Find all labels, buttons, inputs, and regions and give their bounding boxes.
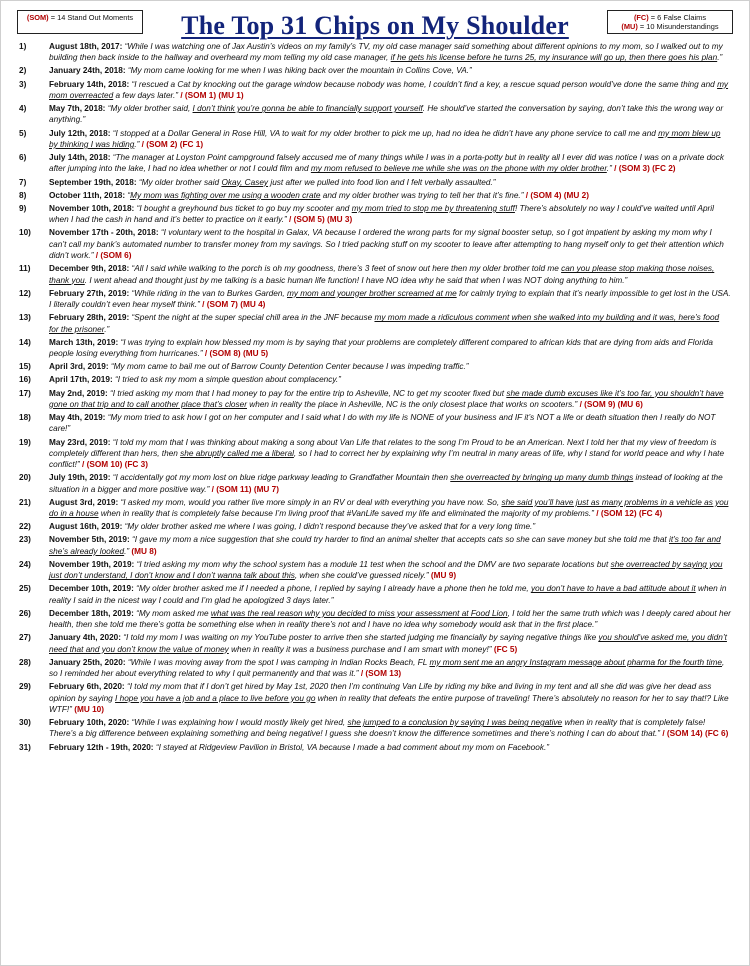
list-item xyxy=(1,657,749,680)
quote-text: “While I was explaining how I would mostly likely get hired, xyxy=(131,718,348,728)
item-number: 19) xyxy=(19,437,31,447)
item-number: 8) xyxy=(19,190,27,200)
item-number: 1) xyxy=(19,42,27,51)
quote-text: .” xyxy=(104,324,110,334)
quote-text: “I tried asking my mom why the school system has a module 11 test when the school and the DMV are two separate locations but xyxy=(136,559,611,569)
quote-text: “My older brother asked me if I needed a phone, I replied by saying I already have a phone then he told me, xyxy=(136,584,532,594)
category-tag: / (SOM 8) (MU 5) xyxy=(204,349,269,358)
item-date: August 18th, 2017: xyxy=(49,42,123,51)
quote-text: ! There’s absolutely no way I could’ve waited until April when I had the cash in hand and it’s better to practice on it early.” xyxy=(49,203,714,225)
list-item xyxy=(1,437,749,471)
underlined-quote: what was the real reason why you decided to miss your assessment at Food Lion xyxy=(210,608,508,618)
item-date: November 19th, 2019: xyxy=(49,559,135,569)
item-date: February 10th, 2020: xyxy=(49,718,130,728)
item-number: 26) xyxy=(19,608,31,618)
quote-text: “I stopped at a Dollar General in Rose Hill, VA to wait for my older brother to pick me up, had no idea he didn’t have any phone service to call me and xyxy=(112,128,659,138)
item-number: 9) xyxy=(19,203,27,213)
quote-text: “While riding in the van to Burkes Garden, xyxy=(131,288,287,298)
quote-text: “I bought a greyhound bus ticket to go buy my scooter and xyxy=(136,203,352,213)
underlined-quote: she overreacted by saying you just don’t understand, I don’t know and I don’t wanna talk about this xyxy=(49,559,723,581)
item-date: February 28th, 2019: xyxy=(49,313,130,323)
list-item xyxy=(1,337,749,360)
quote-text: just after we pulled into food lion and I felt verbally assaulted.” xyxy=(268,177,496,187)
list-item xyxy=(1,103,749,126)
list-item xyxy=(1,559,749,582)
category-tag: / (SOM 12) (FC 4) xyxy=(596,509,663,519)
category-tag: / (SOM 5) (MU 3) xyxy=(289,215,353,225)
item-number: 4) xyxy=(19,104,27,114)
category-tag: (MU 10) xyxy=(74,704,104,714)
page-title-text: The Top 31 Chips on My Shoulder xyxy=(181,11,569,40)
item-date: May 7th, 2018: xyxy=(49,104,106,114)
item-date: May 4th, 2019: xyxy=(49,413,106,423)
item-number: 16) xyxy=(19,375,31,385)
list-item xyxy=(1,41,749,64)
item-number: 3) xyxy=(19,79,27,89)
underlined-quote: my mom blew up by thinking I was hiding xyxy=(49,128,721,149)
list-item xyxy=(1,534,749,557)
quote-text: when in reality that is completely false! There’s a big difference between explaining something and being negative! I guess she doesn’t know the difference sometimes and there’s nothing I can do about that.” xyxy=(49,718,706,739)
underlined-quote: she overreacted by bringing up many dumb things xyxy=(450,473,634,483)
item-date: November 10th, 2018: xyxy=(49,203,135,213)
quote-text: .” xyxy=(124,546,132,556)
list-item xyxy=(1,608,749,631)
underlined-quote: she said you’ll have just as many problems in a vehicle as you do in a house xyxy=(49,497,729,519)
item-number: 10) xyxy=(19,228,31,238)
quote-text: “I was trying to explain how blessed my mom is by saying that your problems are completely different compared to african kids that are dying from aids and Florida people losing everything from hurricanes.” xyxy=(49,337,713,358)
list-item xyxy=(1,203,749,226)
list-item xyxy=(1,521,749,532)
category-tag: / (SOM 10) (FC 3) xyxy=(82,460,149,470)
item-date: February 27th, 2019: xyxy=(49,288,130,298)
underlined-quote: she jumped to a conclusion by saying I was being negative xyxy=(347,718,563,728)
item-number: 23) xyxy=(19,535,31,545)
list-item xyxy=(1,152,749,175)
som-legend-text: = 14 Stand Out Moments xyxy=(50,13,134,22)
item-number: 11) xyxy=(19,264,31,274)
item-date: December 18th, 2019: xyxy=(49,608,134,618)
item-date: January 24th, 2018: xyxy=(49,66,126,76)
item-number: 15) xyxy=(19,362,31,372)
list-item xyxy=(1,412,749,435)
category-tag: (MU 8) xyxy=(131,546,157,556)
list-item xyxy=(1,632,749,655)
list-item xyxy=(1,742,749,753)
quote-text: “My mom came to bail me out of Barrow County Detention Center because I was impeding traffic.” xyxy=(110,362,469,372)
item-number: 20) xyxy=(19,473,31,483)
category-tag: / (SOM 13) xyxy=(360,669,402,679)
item-number: 22) xyxy=(19,522,31,532)
category-tag: / (SOM 7) (MU 4) xyxy=(202,300,266,310)
list-item xyxy=(1,681,749,715)
item-date: July 12th, 2018: xyxy=(49,128,111,138)
quote-text: and my older brother was trying to tell her that it’s fine.” xyxy=(320,190,526,200)
category-tag: (FC 5) xyxy=(493,644,518,654)
item-date: April 17th, 2019: xyxy=(49,375,113,385)
list-item xyxy=(1,717,749,740)
fc-mu-legend-box xyxy=(607,10,733,34)
quote-text: “My older brother said xyxy=(138,177,222,187)
item-date: April 3rd, 2019: xyxy=(49,362,109,372)
chips-list xyxy=(1,41,749,755)
underlined-quote: my mom and younger brother screamed at me xyxy=(287,288,457,298)
underlined-quote: she abruptly called me a liberal xyxy=(180,448,294,458)
item-number: 18) xyxy=(19,413,31,423)
item-number: 27) xyxy=(19,633,31,643)
underlined-quote: I don’t think you’re gonna be able to financially support yourself xyxy=(192,104,423,114)
quote-text: “I gave my mom a nice suggestion that she could try harder to find an animal shelter that accepts cats so she can save money but she told me that xyxy=(132,535,669,545)
item-number: 17) xyxy=(19,388,31,398)
list-item xyxy=(1,263,749,286)
quote-text: “My mom asked me xyxy=(136,608,211,618)
list-item xyxy=(1,227,749,261)
category-tag: / (SOM 11) (MU 7) xyxy=(211,484,280,494)
underlined-quote: you don’t have to have a bad attitude about it xyxy=(531,584,696,594)
item-number: 29) xyxy=(19,682,31,692)
item-number: 21) xyxy=(19,497,31,507)
quote-text: “I told my mom I was waiting on my YouTube poster to arrive then she started judging me financially by saying negative things like xyxy=(123,633,599,643)
quote-text: “I asked my mom, would you rather live more simply in an RV or deal with everything you have now. So, xyxy=(120,497,502,507)
fc-legend-text: = 6 False Claims xyxy=(650,13,707,22)
list-item xyxy=(1,583,749,606)
underlined-quote: my mom tried to stop me by threatening stuff xyxy=(351,203,515,213)
category-tag: / (SOM 14) (FC 6) xyxy=(662,729,729,739)
quote-text: when in reality it was a business purchase and I am smart with money!” xyxy=(228,644,494,654)
list-item xyxy=(1,190,749,201)
list-item xyxy=(1,288,749,311)
quote-text: , so I reminded her about everything related to why I quit permanently and that was it.” xyxy=(49,657,725,679)
quote-text: when in reality that is completely false because I’m living proof that #VanLife saved my life and eliminated the majority of my problems.” xyxy=(98,509,597,519)
list-item xyxy=(1,128,749,151)
item-date: August 16th, 2019: xyxy=(49,522,123,532)
category-tag: / (SOM 2) (FC 1) xyxy=(141,139,204,149)
item-number: 7) xyxy=(19,177,27,187)
quote-text: “All I said while walking to the porch is oh my goodness, there’s 3 feet of snow out here then my older brother told me xyxy=(131,264,562,274)
quote-text: “ xyxy=(127,190,131,200)
list-item xyxy=(1,374,749,385)
quote-text: “My older brother asked me where I was going, I didn’t respond because they’ve asked that for a very long time.” xyxy=(124,522,536,532)
list-item xyxy=(1,177,749,188)
quote-text: “My older brother said, xyxy=(107,104,193,114)
list-item xyxy=(1,497,749,520)
quote-text: when in reality the place in Asheville, NC is the only closest place that works on scooters.” xyxy=(246,399,580,409)
quote-text: “Spent the night at the super special chill area in the JNF because xyxy=(131,313,375,323)
quote-text: “I tried to ask my mom a simple question about complacency.” xyxy=(115,375,341,385)
item-date: February 12th - 19th, 2020: xyxy=(49,742,154,752)
quote-text: “My mom tried to ask how I got on her computer and I said what I do with my life is NONE of your business and IF it’s NOT a life or death situation then I really do NOT care!” xyxy=(49,413,716,434)
item-number: 13) xyxy=(19,313,31,323)
quote-text: instead of looking at the situation in a bigger and more positive way.” xyxy=(49,473,723,494)
quote-text: “I accidentally got my mom lost on blue ridge parkway leading to Grandfather Mountain then xyxy=(112,473,451,483)
item-date: May 2nd, 2019: xyxy=(49,388,108,398)
underlined-quote: my mom refused to believe me while she was on the phone with my older brother xyxy=(310,164,607,174)
item-number: 14) xyxy=(19,337,31,347)
quote-text: “I told my mom that I was thinking about making a song about Van Life that relates to the song I’m Proud to be an American. Next I told her that my view of freedom is completely different than hers, then xyxy=(49,437,717,458)
item-date: October 11th, 2018: xyxy=(49,190,126,200)
list-item xyxy=(1,79,749,102)
category-tag: (MU 9) xyxy=(430,571,457,581)
quote-text: , so I had to correct her by explaining why I’m neutral in many areas of life, why I stand for world peace and why I hate conflict!” xyxy=(49,448,725,470)
quote-text: “While I was watching one of Jax Austin’s videos on my family’s TV, my old case manager said something about different opinions to my mom, so I walked out to my building then back inside to the hallway and overheard my mom telling my old case manager, xyxy=(49,42,723,63)
item-date: November 5th, 2019: xyxy=(49,535,130,545)
quote-text: a few days later.” xyxy=(113,90,181,100)
mu-legend-line xyxy=(608,22,732,31)
category-tag: / (SOM 4) (MU 2) xyxy=(525,190,589,200)
quote-text: “I tried asking my mom that I had money to pay for the entire trip to Asheville, NC to get my scooter fixed but xyxy=(110,388,507,398)
item-number: 25) xyxy=(19,584,31,594)
item-date: February 6th, 2020: xyxy=(49,682,125,692)
quote-text: , when she could’ve guessed nicely.” xyxy=(294,571,431,581)
item-date: March 13th, 2019: xyxy=(49,337,119,347)
item-date: December 9th, 2018: xyxy=(49,264,130,274)
item-date: January 4th, 2020: xyxy=(49,633,121,643)
quote-text: .” xyxy=(134,139,142,149)
quote-text: “I voluntary went to the hospital in Galax, VA because I ordered the wrong parts for my signal booster setup, so I got impatient by asking my mom why I can’t call my bank’s automated number to transfer money from my savings. So I tried packing stuff on my scooter to leave after attempting to hang myself only to get their attention which didn’t work.” xyxy=(49,228,724,261)
item-date: July 14th, 2018: xyxy=(49,153,111,163)
mu-abbreviation: (MU) xyxy=(621,22,638,31)
quote-text: . He should’ve started the conversation by saying, don’t take this the wrong way or anything.” xyxy=(49,104,724,125)
item-number: 28) xyxy=(19,657,31,667)
underlined-quote: you should’ve asked me, you didn’t need that and you don’t know the value of money xyxy=(49,633,727,654)
quote-text: . I went ahead and thought just by me talking is a basic human life function! I have NO idea why he said that when I was NOT doing anything to him.” xyxy=(84,275,628,285)
item-date: May 23rd, 2019: xyxy=(49,437,111,447)
underlined-quote: if he gets his license before he turns 25, my insurance will go up, then there goes his plan xyxy=(390,53,718,63)
category-tag: / (SOM 6) xyxy=(95,251,132,261)
underlined-quote: My mom was fighting over me using a wooden crate xyxy=(130,190,321,200)
quote-text: “I rescued a Cat by knocking out the garage window because nobody was home, I couldn’t find a key, a rescue squad person would’ve done the same thing and xyxy=(131,79,718,89)
quote-text: for calmly trying to explain that it’s nearly impossible to get lost in the USA. I literally couldn’t even hear myself think.” xyxy=(49,288,731,310)
item-date: December 10th, 2019: xyxy=(49,584,134,594)
underlined-quote: it’s too far and she’s already looked xyxy=(49,535,721,556)
underlined-quote: she made dumb excuses like it’s too far, you shouldn’t have gone on that trip and to call another place that’s closer xyxy=(49,388,724,409)
underlined-quote: my mom overreacted xyxy=(49,79,729,100)
underlined-quote: can you please stop making those noises, thank you xyxy=(49,264,715,285)
item-date: January 25th, 2020: xyxy=(49,657,126,667)
item-number: 31) xyxy=(19,742,31,752)
quote-text: “I stayed at Ridgeview Pavilion in Bristol, VA because I made a bad comment about my mom on Facebook.” xyxy=(155,742,549,752)
quote-text: “I told my mom that if I don’t get hired by May 1st, 2020 then I’m continuing Van Life by riding my bike and living in my tent and all she did was give her dead ass opinion by saying xyxy=(49,682,712,703)
list-item xyxy=(1,472,749,495)
list-item xyxy=(1,388,749,411)
item-number: 24) xyxy=(19,559,31,569)
item-number: 30) xyxy=(19,718,31,728)
quote-text: “While I was moving away from the spot I was camping in Indian Rocks Beach, FL xyxy=(127,657,430,667)
category-tag: / (SOM 9) (MU 6) xyxy=(579,399,643,409)
item-number: 5) xyxy=(19,128,27,138)
fc-legend-line xyxy=(608,13,732,22)
underlined-quote: I hope you have a job and a place to live before you go xyxy=(115,693,316,703)
item-number: 6) xyxy=(19,153,27,163)
item-date: September 19th, 2018: xyxy=(49,177,137,187)
item-date: August 3rd, 2019: xyxy=(49,497,119,507)
quote-text: when in reality that defeats the entire purpose of traveling! There’s absolutely no reason for her to say that!? Like WTF!” xyxy=(49,693,729,714)
list-item xyxy=(1,65,749,76)
fc-abbreviation: (FC) xyxy=(633,13,649,22)
item-date: November 17th - 20th, 2018: xyxy=(49,228,159,238)
item-number: 2) xyxy=(19,66,27,76)
som-abbreviation: (SOM) xyxy=(26,13,49,22)
list-item xyxy=(1,312,749,335)
category-tag: / (SOM 3) (FC 2) xyxy=(614,164,676,174)
category-tag: / (SOM 1) (MU 1) xyxy=(180,90,244,100)
quote-text: “My mom came looking for me when I was hiking back over the mountain in Collins Cove, VA.” xyxy=(127,66,472,76)
underlined-quote: my mom made a ridiculous comment when she walked into my building and it was, here’s food for the prisoner xyxy=(49,313,720,334)
quote-text: .” xyxy=(717,53,723,63)
item-date: February 14th, 2018: xyxy=(49,79,130,89)
item-date: July 19th, 2019: xyxy=(49,473,111,483)
underlined-quote: Okay, Casey xyxy=(221,177,269,187)
quote-text: “The manager at Loyston Point campground falsely accused me of many things while I was in a porta-potty but in reality all I ever did was notice I was on a private dock after jumping into the lake, I had no idea whether or not I could film and xyxy=(49,153,725,174)
item-number: 12) xyxy=(19,288,31,298)
quote-text: .” xyxy=(606,164,615,174)
quote-text: , I told her the same truth which was I deeply cared about her health, then she told me there’s gotta be something else when in reality there’s not and I have no idea why somebody would ask that in the first place.” xyxy=(49,608,731,630)
quote-text: when in reality I said in the nicest way I could and I’m glad he apologized 3 days later.” xyxy=(49,584,727,605)
list-item xyxy=(1,361,749,372)
mu-legend-text: = 10 Misunderstandings xyxy=(639,22,719,31)
underlined-quote: my mom sent me an angry Instagram message about pharma for the fourth time xyxy=(429,657,723,667)
